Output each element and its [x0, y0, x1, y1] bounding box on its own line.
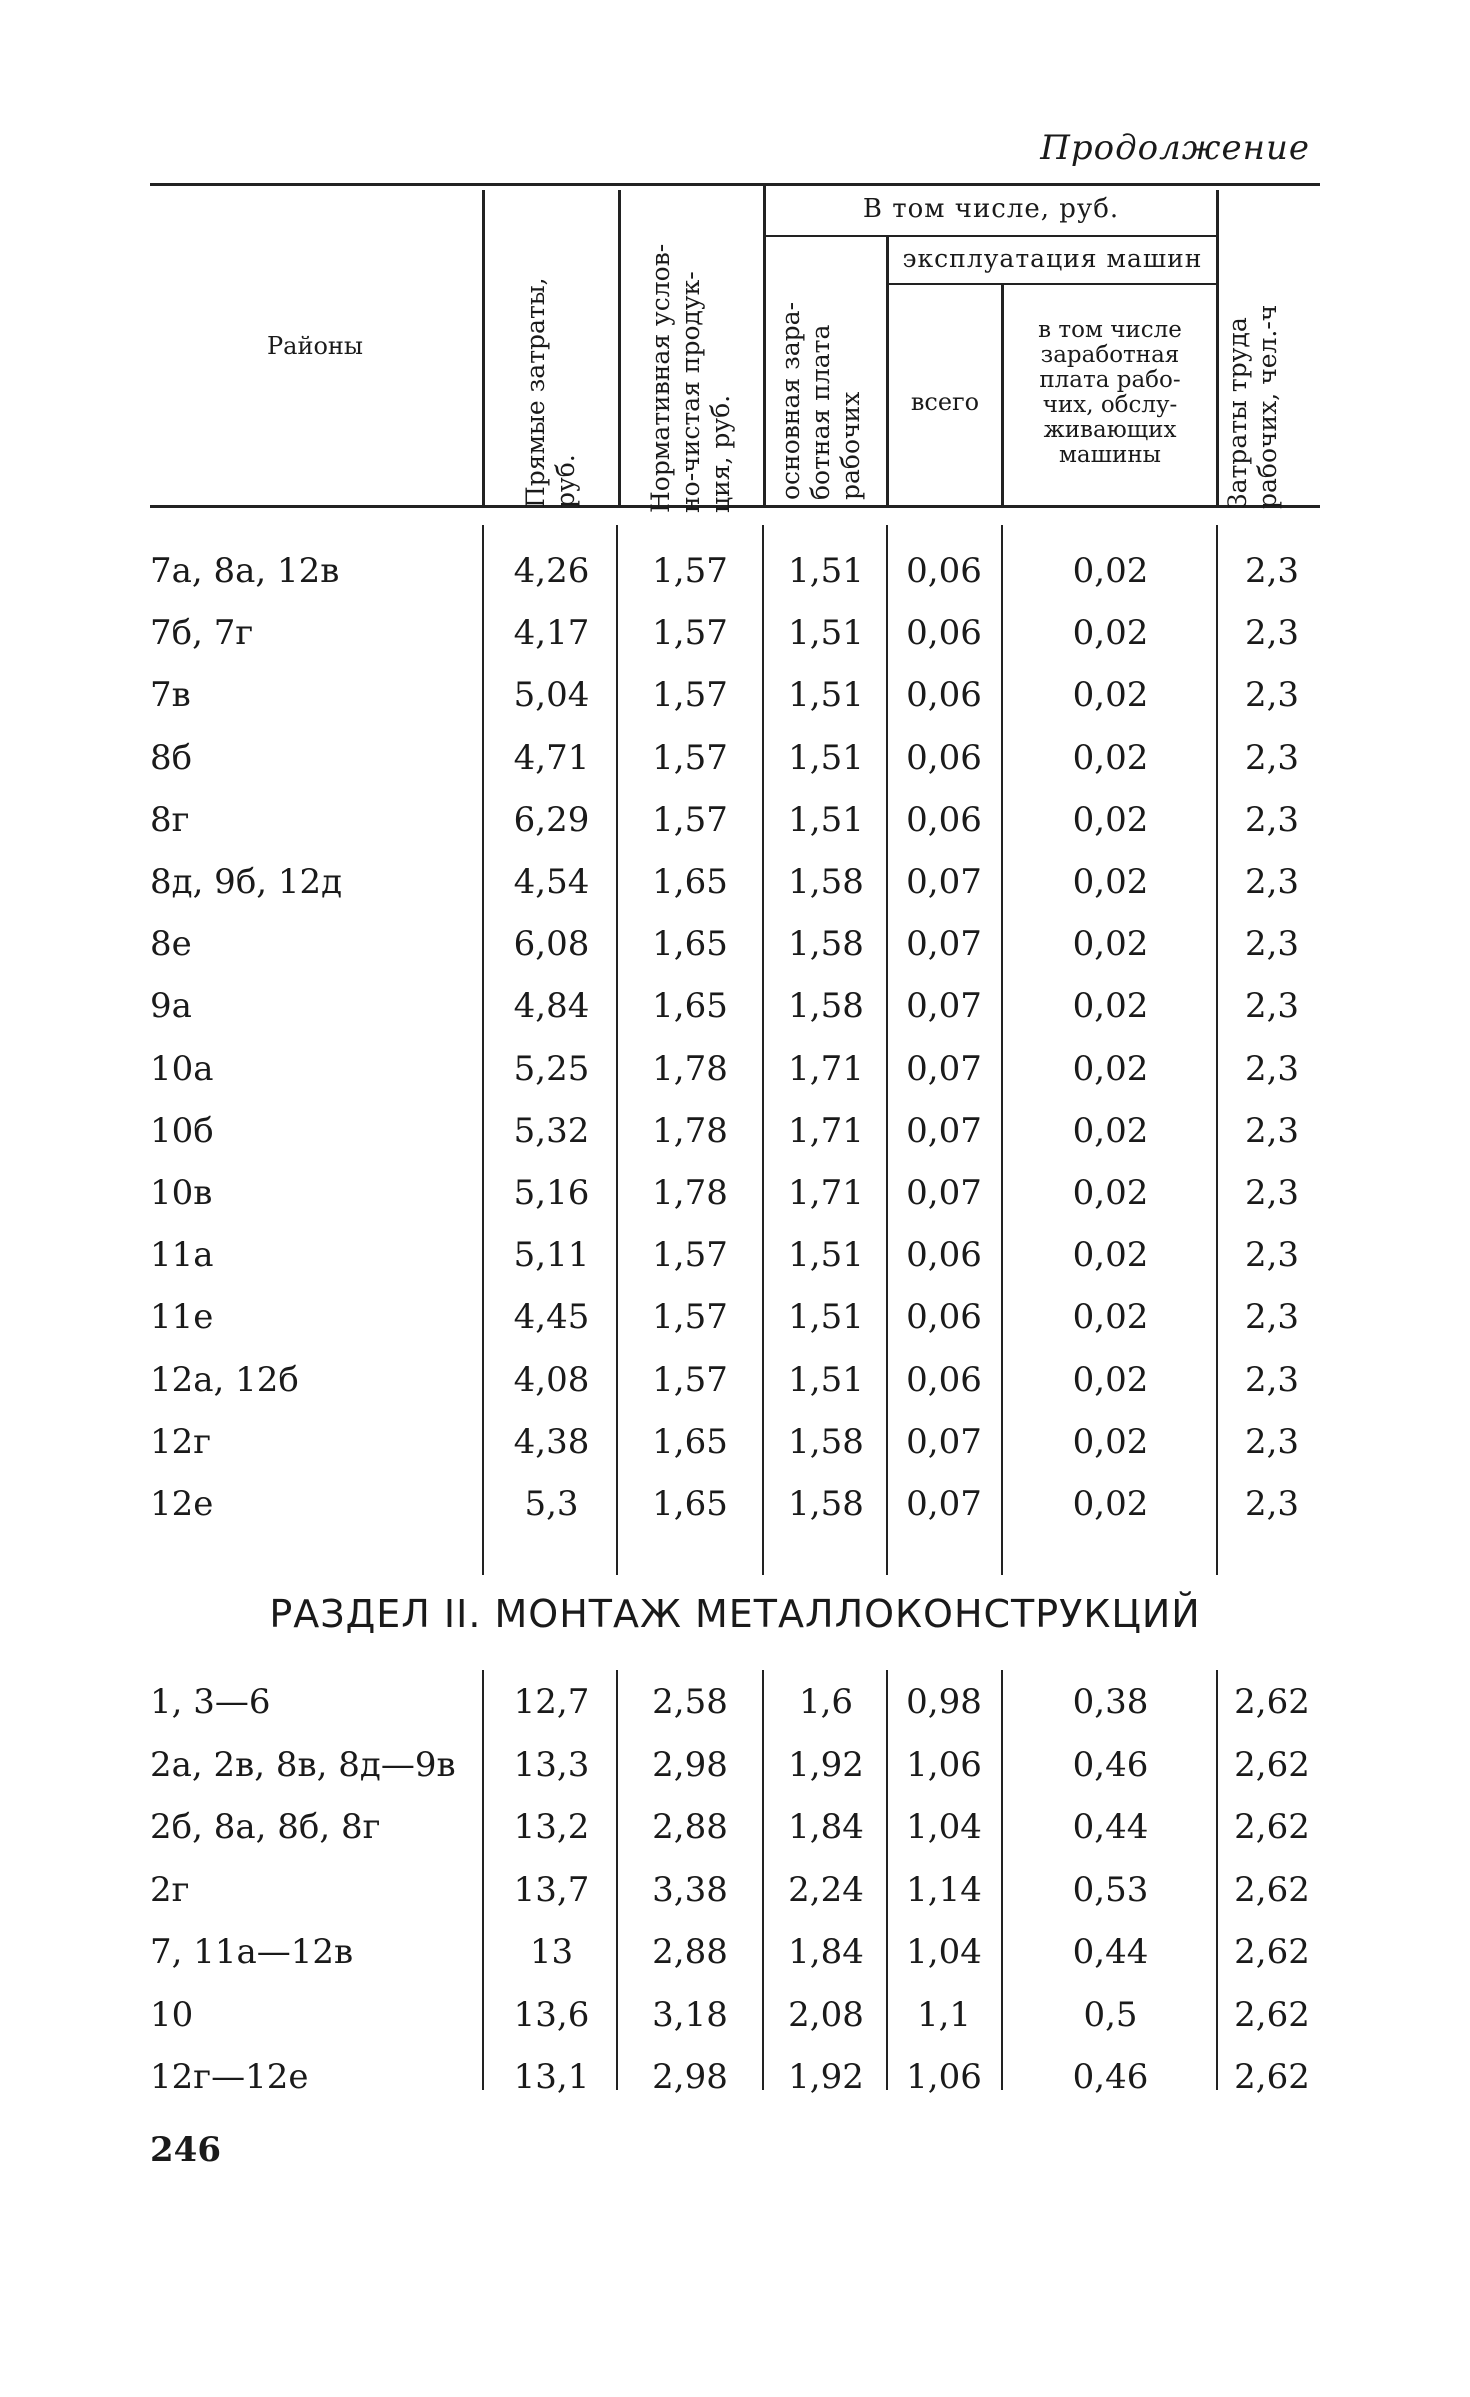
- table-row: [0, 2047, 1470, 2107]
- table-row: [0, 1101, 1470, 1161]
- table-row: [0, 852, 1470, 912]
- cell-labor: 2,62: [1234, 1932, 1310, 1972]
- cell-machine-total: 0,06: [906, 737, 982, 778]
- table-row: [0, 1474, 1470, 1534]
- header-vline-3: [763, 183, 766, 505]
- table-row: [0, 603, 1470, 663]
- col-header-machine-wage: в том числе заработная плата рабо- чих, обслу- живающих машины: [1038, 317, 1182, 468]
- cell-machine-total: 1,14: [906, 1869, 982, 1910]
- cell-labor: 2,3: [1244, 1421, 1300, 1462]
- cell-normative-output: 1,57: [652, 675, 728, 716]
- machine-rule: [887, 283, 1216, 285]
- cell-normative-output: 1,65: [652, 1484, 728, 1524]
- cell-labor: 2,3: [1244, 1484, 1300, 1524]
- cell-normative-output: 1,65: [652, 1421, 728, 1462]
- cell-machine-wage: 0,02: [1072, 986, 1149, 1027]
- cell-machine-wage: 0,02: [1072, 613, 1149, 654]
- cell-normative-output: 2,88: [652, 1932, 728, 1972]
- cell-direct-costs: 13,7: [513, 1869, 590, 1910]
- cell-machine-total: 1,04: [906, 1932, 982, 1972]
- table-row: [0, 914, 1470, 974]
- table-row: [0, 1412, 1470, 1472]
- cell-machine-total: 0,06: [906, 1235, 982, 1276]
- cell-base-wage: 1,58: [788, 1484, 864, 1524]
- cell-direct-costs: 4,84: [513, 986, 590, 1027]
- table-row: [0, 1922, 1470, 1982]
- cell-machine-wage: 0,02: [1072, 1484, 1149, 1524]
- cell-base-wage: 2,08: [788, 1994, 864, 2035]
- cell-region: 2г: [150, 1869, 190, 1910]
- col-header-direct-costs: Прямые затраты, руб.: [521, 277, 580, 508]
- cell-base-wage: 1,6: [798, 1682, 854, 1722]
- cell-normative-output: 1,57: [652, 551, 728, 591]
- cell-direct-costs: 13,2: [513, 1807, 590, 1847]
- cell-machine-wage: 0,02: [1072, 1297, 1149, 1338]
- cell-direct-costs: 4,38: [513, 1421, 590, 1462]
- cell-labor: 2,3: [1244, 613, 1300, 654]
- cell-labor: 2,3: [1244, 1297, 1300, 1338]
- cell-region: 7б, 7г: [150, 613, 254, 654]
- cell-machine-wage: 0,02: [1072, 1173, 1149, 1213]
- cell-labor: 2,3: [1244, 862, 1300, 902]
- header-vline-1: [482, 190, 485, 505]
- cell-labor: 2,3: [1244, 986, 1300, 1027]
- cell-region: 9а: [150, 986, 192, 1027]
- col-header-including: В том числе, руб.: [862, 194, 1120, 224]
- cell-machine-wage: 0,02: [1072, 1359, 1149, 1400]
- cell-normative-output: 1,65: [652, 986, 728, 1027]
- cell-normative-output: 1,57: [652, 799, 728, 840]
- page-number: 246: [150, 2130, 221, 2170]
- cell-machine-total: 1,1: [916, 1994, 972, 2035]
- cell-machine-total: 0,98: [906, 1682, 982, 1722]
- cell-machine-wage: 0,46: [1072, 1744, 1149, 1785]
- cell-normative-output: 1,57: [652, 1235, 728, 1276]
- table-row: [0, 1350, 1470, 1410]
- cell-base-wage: 1,71: [788, 1110, 864, 1151]
- cell-direct-costs: 13: [529, 1932, 574, 1972]
- header-vline-4: [886, 237, 889, 505]
- cell-labor: 2,62: [1234, 1807, 1310, 1847]
- cell-machine-total: 0,06: [906, 799, 982, 840]
- cell-region: 12г—12е: [150, 2057, 309, 2097]
- cell-labor: 2,62: [1234, 1682, 1310, 1722]
- cell-machine-wage: 0,02: [1072, 675, 1149, 716]
- cell-normative-output: 3,38: [652, 1869, 728, 1910]
- cell-region: 7, 11а—12в: [150, 1932, 354, 1972]
- cell-machine-wage: 0,02: [1072, 1235, 1149, 1276]
- cell-labor: 2,3: [1244, 924, 1300, 965]
- cell-region: 7а, 8а, 12в: [150, 551, 340, 591]
- cell-base-wage: 2,24: [788, 1869, 864, 1910]
- cell-base-wage: 1,71: [788, 1048, 864, 1089]
- cell-machine-total: 0,07: [906, 1048, 982, 1089]
- col-header-normative-output: Нормативная услов- но-чистая продук- ция, руб.: [646, 243, 735, 513]
- continuation-label: Продолжение: [1040, 128, 1310, 168]
- cell-direct-costs: 13,3: [513, 1744, 590, 1785]
- cell-base-wage: 1,58: [788, 924, 864, 965]
- header-vline-6: [1216, 190, 1219, 505]
- cell-base-wage: 1,51: [788, 675, 864, 716]
- table-row: [0, 1225, 1470, 1285]
- cell-normative-output: 1,65: [652, 862, 728, 902]
- cell-labor: 2,3: [1244, 1110, 1300, 1151]
- cell-direct-costs: 5,25: [513, 1048, 590, 1089]
- cell-base-wage: 1,84: [788, 1807, 864, 1847]
- cell-machine-wage: 0,44: [1072, 1932, 1149, 1972]
- cell-machine-total: 0,06: [906, 613, 982, 654]
- including-rule: [764, 235, 1216, 237]
- cell-direct-costs: 6,29: [513, 799, 590, 840]
- cell-direct-costs: 5,32: [513, 1110, 590, 1151]
- cell-labor: 2,62: [1234, 2057, 1310, 2097]
- cell-direct-costs: 13,6: [513, 1994, 590, 2035]
- cell-labor: 2,3: [1244, 737, 1300, 778]
- cell-normative-output: 1,65: [652, 924, 728, 965]
- table-row: [0, 1163, 1470, 1223]
- cell-normative-output: 1,57: [652, 1297, 728, 1338]
- cell-base-wage: 1,51: [788, 737, 864, 778]
- cell-machine-total: 0,07: [906, 1484, 982, 1524]
- cell-machine-wage: 0,02: [1072, 799, 1149, 840]
- cell-direct-costs: 4,26: [513, 551, 590, 591]
- cell-region: 10а: [150, 1048, 214, 1089]
- cell-normative-output: 3,18: [652, 1994, 728, 2035]
- cell-region: 8д, 9б, 12д: [150, 862, 343, 902]
- cell-labor: 2,3: [1244, 1235, 1300, 1276]
- cell-normative-output: 1,78: [652, 1110, 728, 1151]
- cell-direct-costs: 5,16: [513, 1173, 590, 1213]
- cell-labor: 2,3: [1244, 799, 1300, 840]
- table-row: [0, 1735, 1470, 1795]
- cell-base-wage: 1,58: [788, 1421, 864, 1462]
- table-row: [0, 1287, 1470, 1347]
- cell-machine-wage: 0,02: [1072, 924, 1149, 965]
- table-row: [0, 1797, 1470, 1857]
- cell-labor: 2,62: [1234, 1744, 1310, 1785]
- cell-base-wage: 1,92: [788, 1744, 864, 1785]
- cell-base-wage: 1,84: [788, 1932, 864, 1972]
- cell-machine-wage: 0,02: [1072, 737, 1149, 778]
- header-vline-2: [618, 190, 621, 505]
- cell-base-wage: 1,58: [788, 986, 864, 1027]
- cell-labor: 2,62: [1234, 1869, 1310, 1910]
- cell-machine-wage: 0,02: [1072, 1048, 1149, 1089]
- col-header-total: всего: [910, 388, 980, 416]
- table-row: [0, 541, 1470, 601]
- table-row: [0, 1672, 1470, 1732]
- cell-labor: 2,3: [1244, 1048, 1300, 1089]
- cell-base-wage: 1,51: [788, 613, 864, 654]
- section-title: РАЗДЕЛ II. МОНТАЖ МЕТАЛЛОКОНСТРУКЦИЙ: [269, 1592, 1201, 1636]
- cell-labor: 2,62: [1234, 1994, 1310, 2035]
- cell-region: 10в: [150, 1173, 213, 1213]
- cell-base-wage: 1,51: [788, 1359, 864, 1400]
- cell-direct-costs: 4,71: [513, 737, 590, 778]
- cell-labor: 2,3: [1244, 1173, 1300, 1213]
- cell-base-wage: 1,51: [788, 1235, 864, 1276]
- cell-machine-total: 0,06: [906, 551, 982, 591]
- header-top-rule: [150, 183, 1320, 186]
- cell-direct-costs: 5,3: [524, 1484, 579, 1524]
- cell-base-wage: 1,71: [788, 1173, 864, 1213]
- cell-region: 12а, 12б: [150, 1359, 299, 1400]
- cell-machine-wage: 0,46: [1072, 2057, 1149, 2097]
- cell-region: 8б: [150, 737, 193, 778]
- table-row: [0, 976, 1470, 1036]
- cell-labor: 2,3: [1244, 675, 1300, 716]
- cell-machine-wage: 0,02: [1072, 862, 1149, 902]
- table-row: [0, 665, 1470, 725]
- cell-machine-total: 0,06: [906, 1359, 982, 1400]
- cell-region: 8г: [150, 799, 190, 840]
- col-header-region: Районы: [267, 332, 363, 360]
- cell-normative-output: 1,57: [652, 613, 728, 654]
- table-row: [0, 790, 1470, 850]
- cell-normative-output: 2,88: [652, 1807, 728, 1847]
- cell-machine-wage: 0,02: [1072, 1421, 1149, 1462]
- cell-machine-total: 0,06: [906, 1297, 982, 1338]
- table-row: [0, 1039, 1470, 1099]
- cell-machine-wage: 0,02: [1072, 551, 1149, 591]
- cell-normative-output: 2,58: [652, 1682, 728, 1722]
- cell-region: 11е: [150, 1297, 214, 1338]
- cell-machine-total: 1,04: [906, 1807, 982, 1847]
- cell-region: 8е: [150, 924, 192, 965]
- cell-machine-total: 1,06: [906, 1744, 982, 1785]
- cell-normative-output: 1,57: [652, 1359, 728, 1400]
- cell-machine-total: 0,07: [906, 924, 982, 965]
- cell-machine-total: 0,07: [906, 1421, 982, 1462]
- cell-direct-costs: 4,17: [513, 613, 590, 654]
- table-row: [0, 1985, 1470, 2045]
- cell-machine-wage: 0,53: [1072, 1869, 1149, 1910]
- cell-base-wage: 1,51: [788, 1297, 864, 1338]
- cell-machine-total: 0,07: [906, 986, 982, 1027]
- cell-machine-wage: 0,44: [1072, 1807, 1149, 1847]
- cell-normative-output: 2,98: [652, 1744, 728, 1785]
- cell-region: 10: [150, 1994, 194, 2035]
- cell-machine-total: 0,06: [906, 675, 982, 716]
- cell-machine-total: 0,07: [906, 1173, 982, 1213]
- cell-normative-output: 1,57: [652, 737, 728, 778]
- cell-base-wage: 1,58: [788, 862, 864, 902]
- col-header-base-wage: основная зара- ботная плата рабочих: [776, 301, 865, 500]
- table-row: [0, 1860, 1470, 1920]
- cell-direct-costs: 5,04: [513, 675, 590, 716]
- cell-region: 7в: [150, 675, 191, 716]
- cell-machine-wage: 0,02: [1072, 1110, 1149, 1151]
- cell-direct-costs: 13,1: [513, 2057, 590, 2097]
- cell-normative-output: 1,78: [652, 1173, 728, 1213]
- cell-region: 12е: [150, 1484, 214, 1524]
- cell-machine-total: 1,06: [906, 2057, 982, 2097]
- cell-base-wage: 1,51: [788, 551, 864, 591]
- cell-machine-total: 0,07: [906, 862, 982, 902]
- cell-direct-costs: 6,08: [513, 924, 590, 965]
- cell-base-wage: 1,51: [788, 799, 864, 840]
- cell-machine-wage: 0,5: [1083, 1994, 1138, 2035]
- cell-machine-wage: 0,38: [1072, 1682, 1149, 1722]
- cell-region: 2б, 8а, 8б, 8г: [150, 1807, 381, 1847]
- table-row: [0, 728, 1470, 788]
- col-header-labor: Затраты труда рабочих, чел.-ч: [1223, 304, 1282, 509]
- cell-direct-costs: 4,08: [513, 1359, 590, 1400]
- cell-region: 10б: [150, 1110, 214, 1151]
- cell-labor: 2,3: [1244, 1359, 1300, 1400]
- cell-direct-costs: 4,54: [513, 862, 590, 902]
- cell-normative-output: 1,78: [652, 1048, 728, 1089]
- cell-machine-total: 0,07: [906, 1110, 982, 1151]
- col-header-machine-operation: эксплуатация машин: [902, 244, 1203, 273]
- cell-direct-costs: 12,7: [513, 1682, 590, 1722]
- cell-region: 12г: [150, 1421, 212, 1462]
- cell-direct-costs: 5,11: [513, 1235, 590, 1276]
- cell-base-wage: 1,92: [788, 2057, 864, 2097]
- cell-region: 11а: [150, 1235, 214, 1276]
- cell-labor: 2,3: [1244, 551, 1300, 591]
- cell-direct-costs: 4,45: [513, 1297, 590, 1338]
- cell-region: 2а, 2в, 8в, 8д—9в: [150, 1744, 456, 1785]
- cell-normative-output: 2,98: [652, 2057, 728, 2097]
- cell-region: 1, 3—6: [150, 1682, 271, 1722]
